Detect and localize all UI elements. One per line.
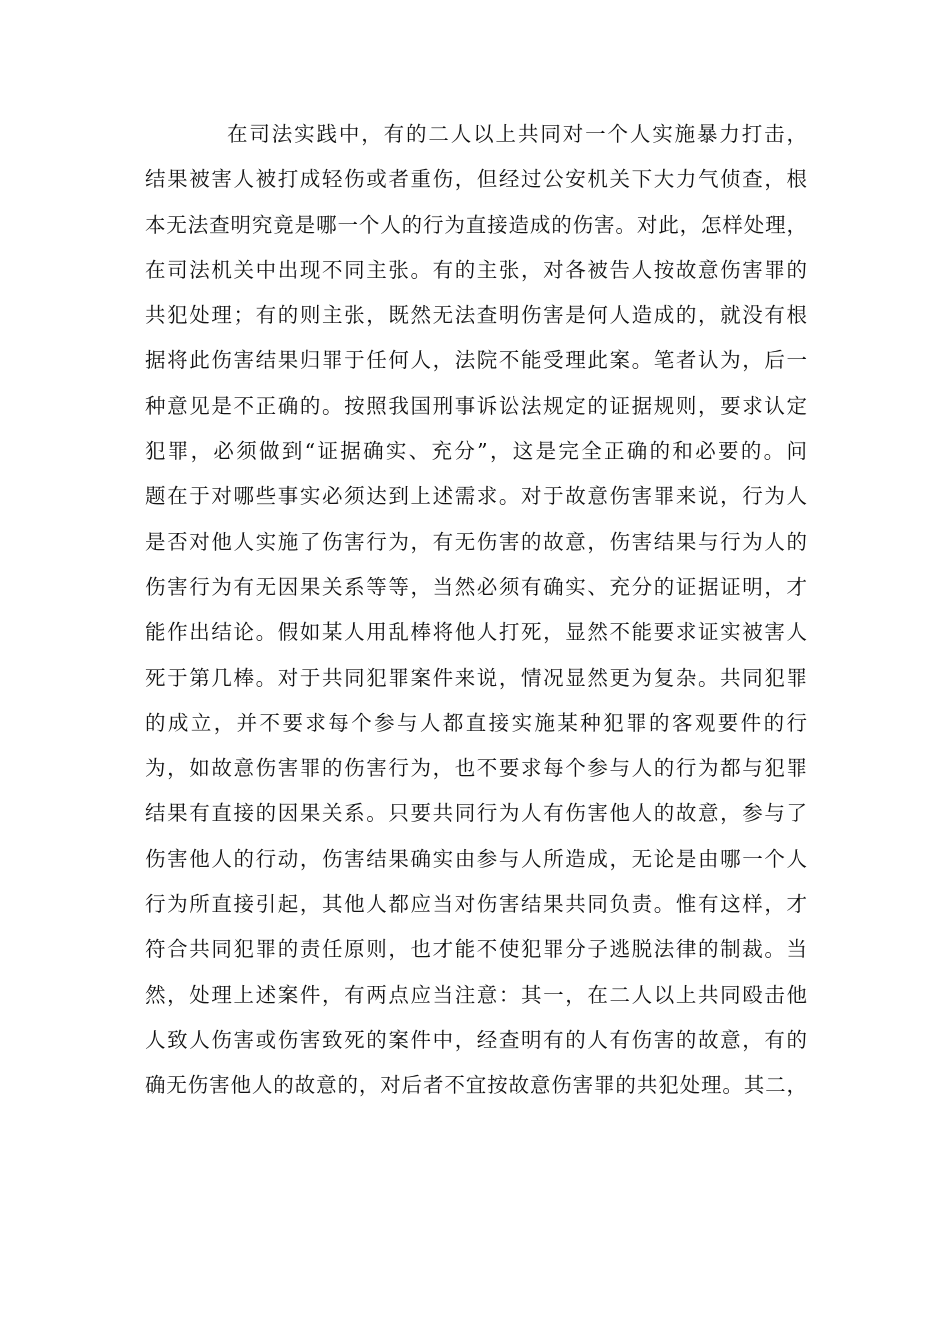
paragraph-line-20: 然，处理上述案件，有两点应当注意：其一，在二人以上共同殴击他 — [145, 982, 807, 1007]
paragraph-line-7: 种意见是不正确的。按照我国刑事诉讼法规定的证据规则，要求认定 — [145, 393, 807, 418]
paragraph-line-16: 结果有直接的因果关系。只要共同行为人有伤害他人的故意，参与了 — [145, 801, 807, 826]
paragraph-line-12: 能作出结论。假如某人用乱棒将他人打死，显然不能要求证实被害人 — [145, 620, 807, 645]
paragraph-line-2: 结果被害人被打成轻伤或者重伤，但经过公安机关下大力气侦查，根 — [145, 167, 807, 192]
paragraph-line-15: 为，如故意伤害罪的伤害行为，也不要求每个参与人的行为都与犯罪 — [145, 756, 807, 781]
paragraph-line-9: 题在于对哪些事实必须达到上述需求。对于故意伤害罪来说，行为人 — [145, 484, 807, 509]
paragraph-line-8: 犯罪，必须做到“证据确实、充分”，这是完全正确的和必要的。问 — [145, 439, 807, 464]
paragraph-line-19: 符合共同犯罪的责任原则，也才能不使犯罪分子逃脱法律的制裁。当 — [145, 937, 807, 962]
paragraph-line-10: 是否对他人实施了伤害行为，有无伤害的故意，伤害结果与行为人的 — [145, 529, 807, 554]
paragraph-line-21: 人致人伤害或伤害致死的案件中，经查明有的人有伤害的故意，有的 — [145, 1027, 807, 1052]
body-paragraph — [145, 112, 807, 1109]
paragraph-line-14: 的成立，并不要求每个参与人都直接实施某种犯罪的客观要件的行 — [145, 710, 807, 735]
paragraph-line-1: 在司法实践中，有的二人以上共同对一个人实施暴力打击， — [227, 122, 807, 146]
paragraph-line-5: 共犯处理；有的则主张，既然无法查明伤害是何人造成的，就没有根 — [145, 303, 807, 328]
paragraph-line-17: 伤害他人的行动，伤害结果确实由参与人所造成，无论是由哪一个人 — [145, 846, 807, 871]
paragraph-line-18: 行为所直接引起，其他人都应当对伤害结果共同负责。惟有这样，才 — [145, 892, 807, 917]
paragraph-line-4: 在司法机关中出现不同主张。有的主张，对各被告人按故意伤害罪的 — [145, 257, 807, 282]
paragraph-line-11: 伤害行为有无因果关系等等，当然必须有确实、充分的证据证明，才 — [145, 574, 807, 599]
paragraph-line-22: 确无伤害他人的故意的，对后者不宜按故意伤害罪的共犯处理。其二， — [145, 1073, 807, 1098]
paragraph-line-13: 死于第几棒。对于共同犯罪案件来说，情况显然更为复杂。共同犯罪 — [145, 665, 807, 690]
paragraph-line-6: 据将此伤害结果归罪于任何人，法院不能受理此案。笔者认为，后一 — [145, 348, 807, 373]
paragraph-line-3: 本无法查明究竟是哪一个人的行为直接造成的伤害。对此，怎样处理， — [145, 212, 807, 237]
